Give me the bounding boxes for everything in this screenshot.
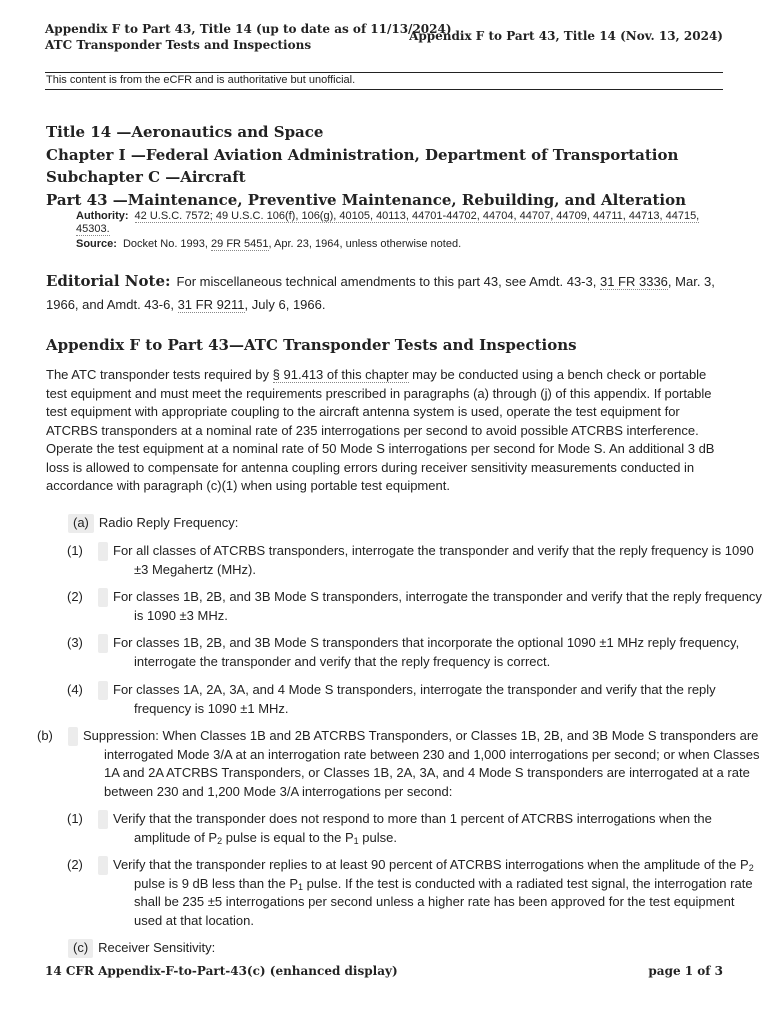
- paragraph-text: Verify that the transponder replies to at least 90 percent of ATCRBS interrogations when the amplitude of the P: [113, 857, 749, 872]
- editorial-text-2: , Mar. 3, 1966, and Amdt. 43-6,: [46, 274, 715, 312]
- ecfr-notice: This content is from the eCFR and is authoritative but unofficial.: [46, 74, 356, 86]
- subscript: 2: [217, 835, 223, 846]
- authority-label: Authority:: [76, 210, 129, 222]
- authority-citations-cont[interactable]: 45303.: [76, 223, 110, 235]
- header-doc-subtitle: ATC Transponder Tests and Inspections: [45, 38, 312, 52]
- subscript: 2: [748, 863, 754, 873]
- paragraph-text: For classes 1B, 2B, and 3B Mode S transponders that incorporate the optional 1090 ±1 MHz reply frequency, interrogate the transponder and verify that the reply frequency is correct.: [113, 635, 740, 669]
- title-heading: Title 14 —Aeronautics and Space: [46, 123, 324, 141]
- divider-top: [45, 72, 723, 73]
- source-block: [76, 238, 461, 251]
- paragraph-label[interactable]: (a): [68, 514, 94, 533]
- subscript: 1: [353, 835, 359, 846]
- editorial-note: [46, 270, 726, 316]
- header-doc-title: Appendix F to Part 43, Title 14 (up to date as of 11/13/2024): [45, 22, 452, 36]
- paragraph-text: For classes 1B, 2B, and 3B Mode S transponders, interrogate the transponder and verify that the reply frequency is 1090 ±3 MHz.: [113, 589, 762, 623]
- paragraph-text-2: pulse is equal to the P: [222, 829, 354, 845]
- paragraph-label[interactable]: (1): [98, 810, 108, 829]
- paragraph-text: For all classes of ATCRBS transponders, interrogate the transponder and verify that the reply frequency is 1090 ±3 Megahertz (MHz).: [113, 543, 754, 577]
- paragraph-text: Radio Reply Frequency:: [98, 515, 239, 530]
- hierarchy-titles: [46, 121, 686, 211]
- appendix-title: Appendix F to Part 43—ATC Transponder Tests and Inspections: [46, 336, 577, 354]
- intro-text-cont: may be conducted using a bench check or portable test equipment and must meet the requirements prescribed in paragraphs (a) through (j) of this appendix. If portable test equipment with appropriate coupling to the aircraft antenna system is used, operate the test equipment for ATCRBS transponders at a nominal rate of 235 interrogations per second to avoid possible ATCRBS interference. Operate the test equipment at a nominal rate of 50 Mode S interrogations per second for Mode S. An additional 3 dB loss is allowed to compensate for antenna coupling errors during receiver sensitivity measurements conducted in accordance with paragraph (c)(1) when using portable test equipment.: [46, 367, 715, 493]
- paragraph-label[interactable]: (1): [98, 542, 108, 561]
- editorial-link-1[interactable]: 31 FR 3336: [599, 274, 668, 289]
- page-header-left: [45, 21, 452, 53]
- authority-block: [76, 210, 699, 236]
- intro-text: The ATC transponder tests required by: [46, 367, 270, 382]
- paragraph-b: [37, 727, 764, 801]
- paragraph-text: For classes 1A, 2A, 3A, and 4 Mode S transponders, interrogate the transponder and verify that the reply frequency is 1090 ±1 MHz.: [113, 682, 716, 716]
- paragraph-label[interactable]: (c): [68, 939, 93, 958]
- paragraph-a2: [67, 588, 764, 625]
- authority-citations[interactable]: 42 U.S.C. 7572; 49 U.S.C. 106(f), 106(g), 40105, 40113, 44701-44702, 44704, 44707, 44709, 44711, 44713, 44715,: [134, 210, 700, 222]
- editorial-link-2[interactable]: 31 FR 9211: [177, 297, 245, 312]
- paragraph-text-2: pulse is 9 dB less than the P: [134, 875, 299, 891]
- paragraph-label[interactable]: (2): [98, 856, 108, 875]
- source-text-end: , Apr. 23, 1964, unless otherwise noted.: [268, 238, 462, 250]
- paragraph-label[interactable]: (b): [68, 727, 78, 746]
- paragraph-c: [68, 939, 728, 958]
- paragraph-a1: [67, 542, 764, 579]
- paragraph-a: [68, 514, 728, 533]
- subchapter-heading: Subchapter C —Aircraft: [46, 168, 246, 186]
- chapter-heading: Chapter I —Federal Aviation Administration, Department of Transportation: [46, 145, 679, 164]
- page-number: page 1 of 3: [648, 964, 723, 978]
- subscript: 1: [298, 881, 304, 892]
- paragraph-text-3: pulse. If the test is conducted with a radiated test signal, the interrogation rate shall be 235 ±5 interrogations per second unless a higher rate has been approved for the test equipment used at that location.: [134, 875, 753, 928]
- section-91-413-link[interactable]: § 91.413 of this chapter: [272, 367, 409, 382]
- paragraph-b2: [67, 856, 764, 930]
- paragraph-label[interactable]: (2): [98, 588, 108, 607]
- editorial-label: Editorial Note:: [46, 272, 171, 290]
- paragraph-label[interactable]: (4): [98, 681, 108, 700]
- divider-notice: [45, 89, 723, 90]
- editorial-text-3: , July 6, 1966.: [244, 297, 326, 312]
- source-label: Source:: [76, 238, 117, 250]
- paragraph-b1: [67, 810, 764, 847]
- paragraph-text: Verify that the transponder does not respond to more than 1 percent of ATCRBS interrogations when the amplitude of P: [113, 811, 712, 845]
- page-header-right: Appendix F to Part 43, Title 14 (Nov. 13, 2024): [409, 29, 723, 43]
- intro-paragraph: [46, 366, 726, 496]
- paragraph-a3: [67, 634, 764, 671]
- editorial-text: For miscellaneous technical amendments to this part 43, see Amdt. 43-3,: [176, 274, 597, 289]
- paragraph-text: Receiver Sensitivity:: [98, 940, 216, 955]
- paragraph-text: Suppression: When Classes 1B and 2B ATCRBS Transponders, or Classes 1B, 2B, and 3B Mode S transponders are interrogated Mode 3/A at an interrogation rate between 230 and 1,000 interrogations per second; or when Classes 1A and 2A ATCRBS Transponders, or Classes 1B, 2A, 3A, and 4 Mode S transponders are interrogated at a rate between 230 and 1,200 Mode 3/A interrogations per second:: [83, 728, 760, 799]
- page-footer-citation: 14 CFR Appendix-F-to-Part-43(c) (enhanced display): [45, 964, 398, 978]
- paragraph-label[interactable]: (3): [98, 634, 108, 653]
- part-heading: Part 43 —Maintenance, Preventive Maintenance, Rebuilding, and Alteration: [46, 190, 686, 209]
- source-fr-link[interactable]: 29 FR 5451: [211, 238, 269, 250]
- paragraph-a4: [67, 681, 764, 718]
- paragraph-text-3: pulse.: [358, 829, 397, 845]
- source-text: Docket No. 1993,: [122, 238, 208, 250]
